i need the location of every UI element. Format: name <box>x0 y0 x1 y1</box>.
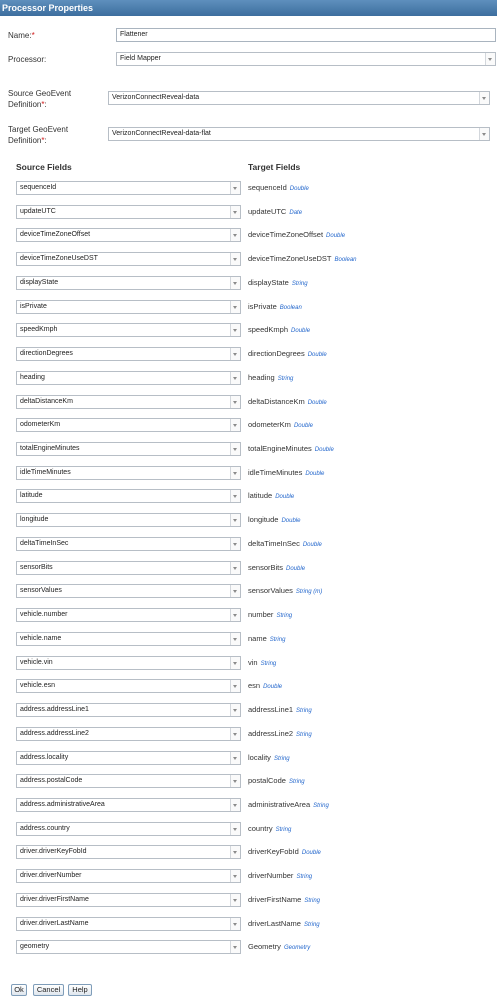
source-field-value: isPrivate <box>20 303 47 310</box>
target-field <box>248 466 324 480</box>
source-field-select[interactable] <box>16 656 241 670</box>
target-field-name: locality <box>248 753 271 762</box>
target-field <box>248 727 312 741</box>
source-field-select[interactable] <box>16 561 241 575</box>
source-field-value: address.addressLine2 <box>20 730 89 737</box>
target-field <box>248 798 329 812</box>
source-field-select[interactable] <box>16 395 241 409</box>
target-field-type: String <box>304 898 321 904</box>
ok-button[interactable]: Ok <box>11 984 27 996</box>
source-field-value: driver.driverNumber <box>20 872 82 879</box>
source-field-select[interactable] <box>16 893 241 907</box>
source-definition-label: Source GeoEvent Definition*: <box>8 89 72 109</box>
target-field <box>248 371 293 385</box>
source-field-select[interactable] <box>16 489 241 503</box>
chevron-down-icon <box>230 206 240 218</box>
source-field-value: sequenceId <box>20 184 57 191</box>
source-field-value: latitude <box>20 492 43 499</box>
source-field-select[interactable] <box>16 869 241 883</box>
source-field-value: directionDegrees <box>20 350 73 357</box>
target-field-name: name <box>248 634 267 643</box>
chevron-down-icon <box>230 585 240 597</box>
chevron-down-icon <box>230 799 240 811</box>
required-mark: * <box>31 31 35 40</box>
chevron-down-icon <box>230 941 240 953</box>
target-field-type: Double <box>326 233 346 239</box>
source-field-value: address.country <box>20 825 70 832</box>
chevron-down-icon <box>230 918 240 930</box>
target-field-type: Double <box>307 352 327 358</box>
chevron-down-icon <box>230 752 240 764</box>
source-field-value: updateUTC <box>20 208 56 215</box>
target-field-type: String <box>260 661 277 667</box>
processor-select[interactable] <box>116 52 496 66</box>
cancel-button[interactable]: Cancel <box>33 984 64 996</box>
target-field <box>248 822 291 836</box>
source-field-value: vehicle.esn <box>20 682 56 689</box>
name-input[interactable]: Flattener <box>116 28 496 42</box>
source-field-value: deltaDistanceKm <box>20 398 73 405</box>
target-definition-select[interactable] <box>108 127 490 141</box>
source-field-select[interactable] <box>16 276 241 290</box>
source-field-select[interactable] <box>16 940 241 954</box>
source-field-select[interactable] <box>16 632 241 646</box>
source-field-value: deviceTimeZoneOffset <box>20 231 91 238</box>
target-field-name: speedKmph <box>248 325 289 334</box>
chevron-down-icon <box>230 680 240 692</box>
chevron-down-icon <box>230 490 240 502</box>
target-field-name: addressLine1 <box>248 705 294 714</box>
source-field-value: address.administrativeArea <box>20 801 105 808</box>
target-field-name: displayState <box>248 278 289 287</box>
target-field-name: vin <box>248 658 258 667</box>
source-field-value: odometerKm <box>20 421 61 428</box>
chevron-down-icon <box>230 443 240 455</box>
source-field-value: deviceTimeZoneUseDST <box>20 255 98 262</box>
target-field-type: String <box>273 756 290 762</box>
target-field-type: Boolean <box>334 257 357 263</box>
source-field-value: longitude <box>20 516 49 523</box>
source-field-value: driver.driverFirstName <box>20 896 89 903</box>
target-field-type: Double <box>263 684 283 690</box>
source-field-value: address.locality <box>20 754 69 761</box>
chevron-down-icon <box>230 372 240 384</box>
source-definition-select[interactable] <box>108 91 490 105</box>
target-field-type: String <box>275 827 292 833</box>
chevron-down-icon <box>479 92 489 104</box>
source-field-select[interactable] <box>16 537 241 551</box>
target-field-name: directionDegrees <box>248 349 305 358</box>
help-button[interactable]: Help <box>68 984 92 996</box>
target-definition-value: VerizonConnectReveal-data-flat <box>112 130 211 137</box>
chevron-down-icon <box>230 775 240 787</box>
source-field-select[interactable] <box>16 466 241 480</box>
target-field-type: Double <box>314 447 334 453</box>
source-field-select[interactable] <box>16 917 241 931</box>
target-field-name: heading <box>248 373 275 382</box>
chevron-down-icon <box>230 657 240 669</box>
target-field <box>248 656 276 670</box>
chevron-down-icon <box>230 704 240 716</box>
source-field-select[interactable] <box>16 252 241 266</box>
target-field-name: odometerKm <box>248 420 291 429</box>
dialog-title: Processor Properties <box>0 0 497 16</box>
target-field-name: administrativeArea <box>248 800 311 809</box>
target-field-type: String (m) <box>295 589 323 595</box>
source-field-value: vehicle.number <box>20 611 68 618</box>
target-field-name: deltaDistanceKm <box>248 397 305 406</box>
target-field-name: deltaTimeInSec <box>248 539 300 548</box>
chevron-down-icon <box>230 538 240 550</box>
source-field-select[interactable] <box>16 300 241 314</box>
source-field-select[interactable] <box>16 181 241 195</box>
chevron-down-icon <box>230 894 240 906</box>
target-field <box>248 893 320 907</box>
source-field-value: driver.driverLastName <box>20 920 89 927</box>
chevron-down-icon <box>230 562 240 574</box>
target-field-name: addressLine2 <box>248 729 294 738</box>
source-field-select[interactable] <box>16 845 241 859</box>
target-field-name: latitude <box>248 491 273 500</box>
chevron-down-icon <box>230 277 240 289</box>
target-field-name: sequenceId <box>248 183 287 192</box>
target-field-type: String <box>291 281 308 287</box>
source-field-value: idleTimeMinutes <box>20 469 71 476</box>
target-field-name: driverNumber <box>248 871 294 880</box>
target-field-type: String <box>276 613 293 619</box>
target-field-type: Double <box>305 471 325 477</box>
target-field <box>248 300 302 314</box>
target-field-name: Geometry <box>248 942 281 951</box>
source-field-select[interactable] <box>16 751 241 765</box>
source-field-select[interactable] <box>16 822 241 836</box>
target-field-type: Date <box>289 210 303 216</box>
chevron-down-icon <box>230 253 240 265</box>
chevron-down-icon <box>230 419 240 431</box>
target-field-type: String <box>269 637 286 643</box>
target-field <box>248 228 345 242</box>
source-field-value: geometry <box>20 943 50 950</box>
target-field-type: Double <box>301 850 321 856</box>
source-field-value: sensorBits <box>20 564 53 571</box>
source-definition-value: VerizonConnectReveal-data <box>112 94 200 101</box>
source-field-value: totalEngineMinutes <box>20 445 80 452</box>
processor-select-value: Field Mapper <box>120 55 161 62</box>
target-field-type: Double <box>275 494 295 500</box>
target-field <box>248 395 327 409</box>
target-field <box>248 205 302 219</box>
target-field <box>248 513 300 527</box>
chevron-down-icon <box>230 182 240 194</box>
target-field-type: Double <box>289 186 309 192</box>
chevron-down-icon <box>479 128 489 140</box>
chevron-down-icon <box>230 467 240 479</box>
target-field <box>248 751 290 765</box>
target-field <box>248 940 310 954</box>
chevron-down-icon <box>230 514 240 526</box>
target-field-name: idleTimeMinutes <box>248 468 303 477</box>
target-field <box>248 632 285 646</box>
source-field-select[interactable] <box>16 323 241 337</box>
chevron-down-icon <box>230 348 240 360</box>
source-field-select[interactable] <box>16 347 241 361</box>
target-field-name: totalEngineMinutes <box>248 444 312 453</box>
target-field <box>248 845 321 859</box>
chevron-down-icon <box>230 396 240 408</box>
target-field <box>248 869 312 883</box>
target-fields-header: Target Fields <box>248 162 301 172</box>
source-field-value: vehicle.name <box>20 635 62 642</box>
target-field-name: country <box>248 824 273 833</box>
source-field-select[interactable] <box>16 442 241 456</box>
name-label: Name:* <box>8 31 35 40</box>
source-field-value: driver.driverKeyFobId <box>20 848 87 855</box>
target-field-type: String <box>296 708 312 714</box>
target-field-name: driverLastName <box>248 919 301 928</box>
target-field-type: String <box>303 922 320 928</box>
target-field-type: String <box>277 376 294 382</box>
source-field-value: displayState <box>20 279 59 286</box>
target-field-name: driverFirstName <box>248 895 302 904</box>
source-field-value: address.addressLine1 <box>20 706 89 713</box>
source-field-select[interactable] <box>16 584 241 598</box>
target-field-type: String <box>313 803 329 809</box>
target-field-type: String <box>296 732 312 738</box>
source-field-select[interactable] <box>16 774 241 788</box>
chevron-down-icon <box>230 728 240 740</box>
target-field-type: Double <box>281 518 301 524</box>
target-field-type: Geometry <box>283 945 311 951</box>
source-field-value: speedKmph <box>20 326 58 333</box>
target-field <box>248 537 322 551</box>
target-field-type: Boolean <box>279 305 302 311</box>
source-field-select[interactable] <box>16 228 241 242</box>
source-field-select[interactable] <box>16 418 241 432</box>
target-field-type: Double <box>307 400 327 406</box>
chevron-down-icon <box>230 846 240 858</box>
chevron-down-icon <box>230 229 240 241</box>
target-field <box>248 418 313 432</box>
source-field-value: sensorValues <box>20 587 62 594</box>
chevron-down-icon <box>230 823 240 835</box>
source-field-select[interactable] <box>16 727 241 741</box>
source-field-value: heading <box>20 374 45 381</box>
target-field <box>248 276 308 290</box>
target-field-name: deviceTimeZoneUseDST <box>248 254 332 263</box>
target-field-name: isPrivate <box>248 302 277 311</box>
target-field-type: Double <box>293 423 313 429</box>
source-field-select[interactable] <box>16 608 241 622</box>
source-field-value: deltaTimeInSec <box>20 540 69 547</box>
chevron-down-icon <box>230 301 240 313</box>
source-field-value: address.postalCode <box>20 777 83 784</box>
target-field <box>248 489 294 503</box>
target-field <box>248 584 322 598</box>
target-field <box>248 347 327 361</box>
target-field-type: String <box>296 874 313 880</box>
chevron-down-icon <box>230 870 240 882</box>
target-field-name: deviceTimeZoneOffset <box>248 230 324 239</box>
target-field <box>248 703 312 717</box>
source-field-select[interactable] <box>16 205 241 219</box>
chevron-down-icon <box>230 633 240 645</box>
source-field-select[interactable] <box>16 371 241 385</box>
source-field-value: vehicle.vin <box>20 659 53 666</box>
source-field-select[interactable] <box>16 513 241 527</box>
chevron-down-icon <box>485 53 495 65</box>
target-field <box>248 181 309 195</box>
target-field-type: Double <box>286 566 306 572</box>
target-field-name: sensorBits <box>248 563 284 572</box>
chevron-down-icon <box>230 609 240 621</box>
target-field <box>248 679 282 693</box>
target-field <box>248 608 292 622</box>
target-field <box>248 323 310 337</box>
target-field <box>248 774 305 788</box>
target-field <box>248 442 334 456</box>
target-field-name: longitude <box>248 515 279 524</box>
target-field-name: postalCode <box>248 776 286 785</box>
target-field-name: sensorValues <box>248 586 293 595</box>
target-field <box>248 561 305 575</box>
target-field <box>248 917 320 931</box>
source-field-select[interactable] <box>16 703 241 717</box>
source-field-select[interactable] <box>16 679 241 693</box>
target-field-type: Double <box>302 542 322 548</box>
target-field <box>248 252 357 266</box>
target-field-name: esn <box>248 681 261 690</box>
target-definition-label: Target GeoEvent Definition*: <box>8 125 69 145</box>
target-field-type: String <box>288 779 305 785</box>
chevron-down-icon <box>230 324 240 336</box>
target-field-name: updateUTC <box>248 207 287 216</box>
target-field-name: number <box>248 610 274 619</box>
processor-label: Processor: <box>8 55 47 64</box>
target-field-name: driverKeyFobId <box>248 847 299 856</box>
target-field-type: Double <box>291 328 311 334</box>
source-fields-header: Source Fields <box>16 162 72 172</box>
source-field-select[interactable] <box>16 798 241 812</box>
